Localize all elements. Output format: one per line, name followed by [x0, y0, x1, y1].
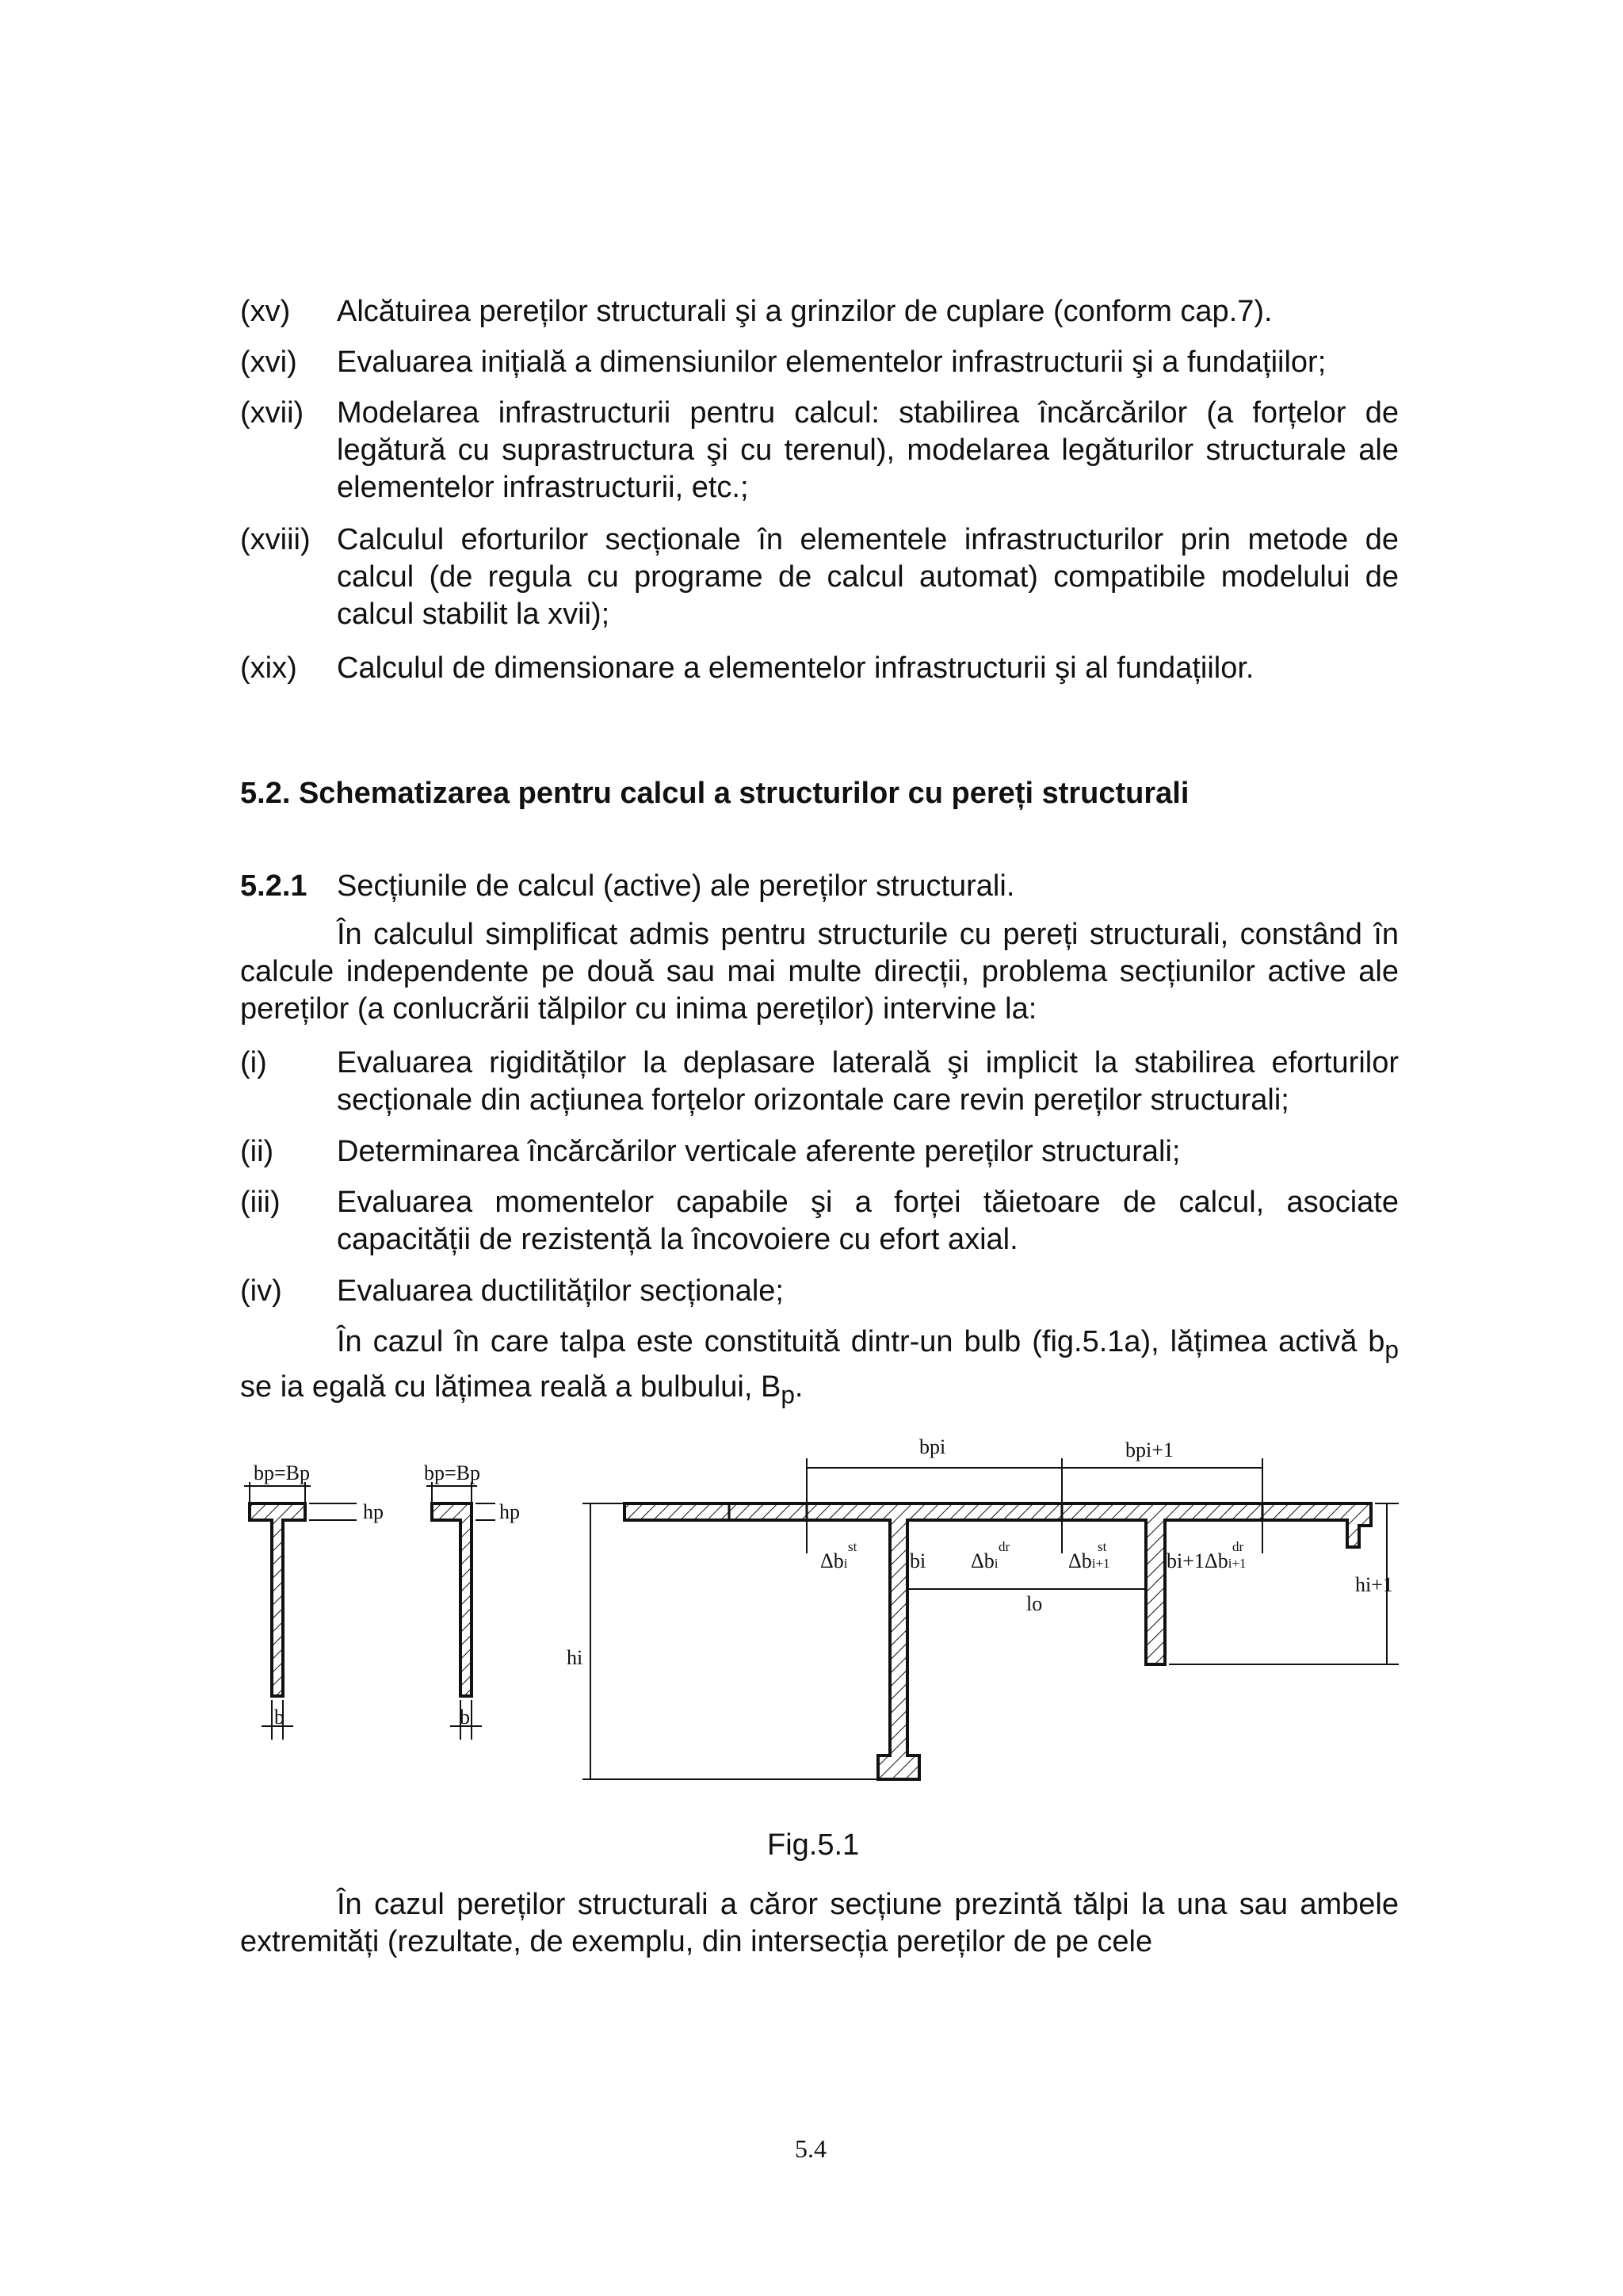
list-text: Evaluarea inițială a dimensiunilor elementelor infrastructurii şi a fundațiilor;: [337, 346, 1327, 379]
label-sup-st: st: [848, 1539, 857, 1554]
list-text: Modelarea infrastructurii pentru calcul: stabilirea încărcărilor (a forțelor de legătură cu suprastructura şi cu terenul), modelarea legăturilor structurale ale elementelor infrastructurii, etc.;: [337, 396, 1399, 504]
list-number: (iii): [240, 1186, 281, 1219]
label-bi1: bi+1: [1167, 1549, 1205, 1572]
list-text: Evaluarea rigidităților la deplasare laterală şi implicit la stabilirea eforturilor secționale din acțiunea forțelor orizontale care revin pereților structurali;: [337, 1046, 1399, 1117]
label-delta-b-i-st: Δbi: [820, 1549, 848, 1572]
list-number: (iv): [240, 1274, 282, 1308]
section-heading: 5.2. Schematizarea pentru calcul a structurilor cu pereți structurali: [240, 777, 1190, 810]
label-bpi1: bpi+1: [1125, 1438, 1174, 1461]
label-delta-b-i1-dr: Δbi+1: [1205, 1549, 1247, 1572]
label-hi1: hi+1: [1355, 1573, 1393, 1596]
label-hp: hp: [363, 1500, 384, 1523]
list-number: (i): [240, 1046, 267, 1079]
label-sup-dr: dr: [1232, 1539, 1244, 1554]
section-c: [567, 1435, 1399, 1779]
list-number: (xvi): [240, 346, 297, 379]
label-delta-b-i-dr: Δbi: [971, 1549, 999, 1572]
list-number: (xv): [240, 295, 291, 328]
label-bp-eq-Bp: bp=Bp: [424, 1461, 481, 1484]
label-sup-dr: dr: [999, 1539, 1010, 1554]
list-number: (xviii): [240, 523, 311, 556]
list-text: Evaluarea ductilităților secționale;: [337, 1274, 784, 1308]
list-number: (xix): [240, 651, 297, 685]
section-b: [424, 1461, 520, 1740]
label-hi: hi: [567, 1646, 583, 1669]
label-bi: bi: [910, 1549, 926, 1572]
final-paragraph: În cazul pereților structurali a căror secțiune prezintă tălpi la una sau ambele extremități (rezultate, de exemplu, din intersecția pereților de pe cele: [240, 1888, 1399, 1958]
label-b: b: [460, 1706, 470, 1729]
list-text: Evaluarea momentelor capabile şi a forței tăietoare de calcul, asociate capacității de rezistență la încovoiere cu efort axial.: [337, 1186, 1399, 1256]
list-number: (ii): [240, 1135, 274, 1168]
list-text: Determinarea încărcărilor verticale aferente pereților structurali;: [337, 1135, 1181, 1168]
intro-paragraph: În calculul simplificat admis pentru structurile cu pereți structurali, constând în calcule independente pe două sau mai multe direcții, problema secțiunilor active ale pereților (a conlucrării tălpilor cu inima pereților) intervine la:: [240, 918, 1399, 1026]
list-text: Alcătuirea pereților structurali şi a grinzilor de cuplare (conform cap.7).: [337, 295, 1273, 328]
figure-caption: Fig.5.1: [767, 1828, 860, 1862]
label-b: b: [274, 1706, 285, 1729]
label-delta-b-i1-st: Δbi+1: [1068, 1549, 1110, 1572]
label-lo: lo: [1026, 1592, 1043, 1615]
bulb-paragraph: În cazul în care talpa este constituită dintr-un bulb (fig.5.1a), lățimea activă $b_p$ se ia egală cu lățimea reală a bulbului, $B_p$.: [240, 1325, 1399, 1409]
list-number: (xvii): [240, 396, 304, 430]
label-hp: hp: [499, 1500, 520, 1523]
subsection-number: 5.2.1: [240, 869, 307, 903]
page-number: 5.4: [795, 2134, 827, 2163]
list-text: Calculul eforturilor secționale în elementele infrastructurilor prin metode de calcul (de regula cu programe de calcul automat) compatibile modelului de calcul stabilit la xvii);: [337, 523, 1399, 631]
list-text: Calculul de dimensionare a elementelor infrastructurii şi al fundațiilor.: [337, 651, 1254, 685]
label-bp-eq-Bp: bp=Bp: [254, 1461, 311, 1484]
section-a: [244, 1461, 384, 1740]
figure-5-1: [222, 1427, 1411, 1815]
label-sup-st: st: [1098, 1539, 1107, 1554]
label-bpi: bpi: [919, 1435, 946, 1458]
subsection-title: Secțiunile de calcul (active) ale pereților structurali.: [337, 869, 1015, 903]
